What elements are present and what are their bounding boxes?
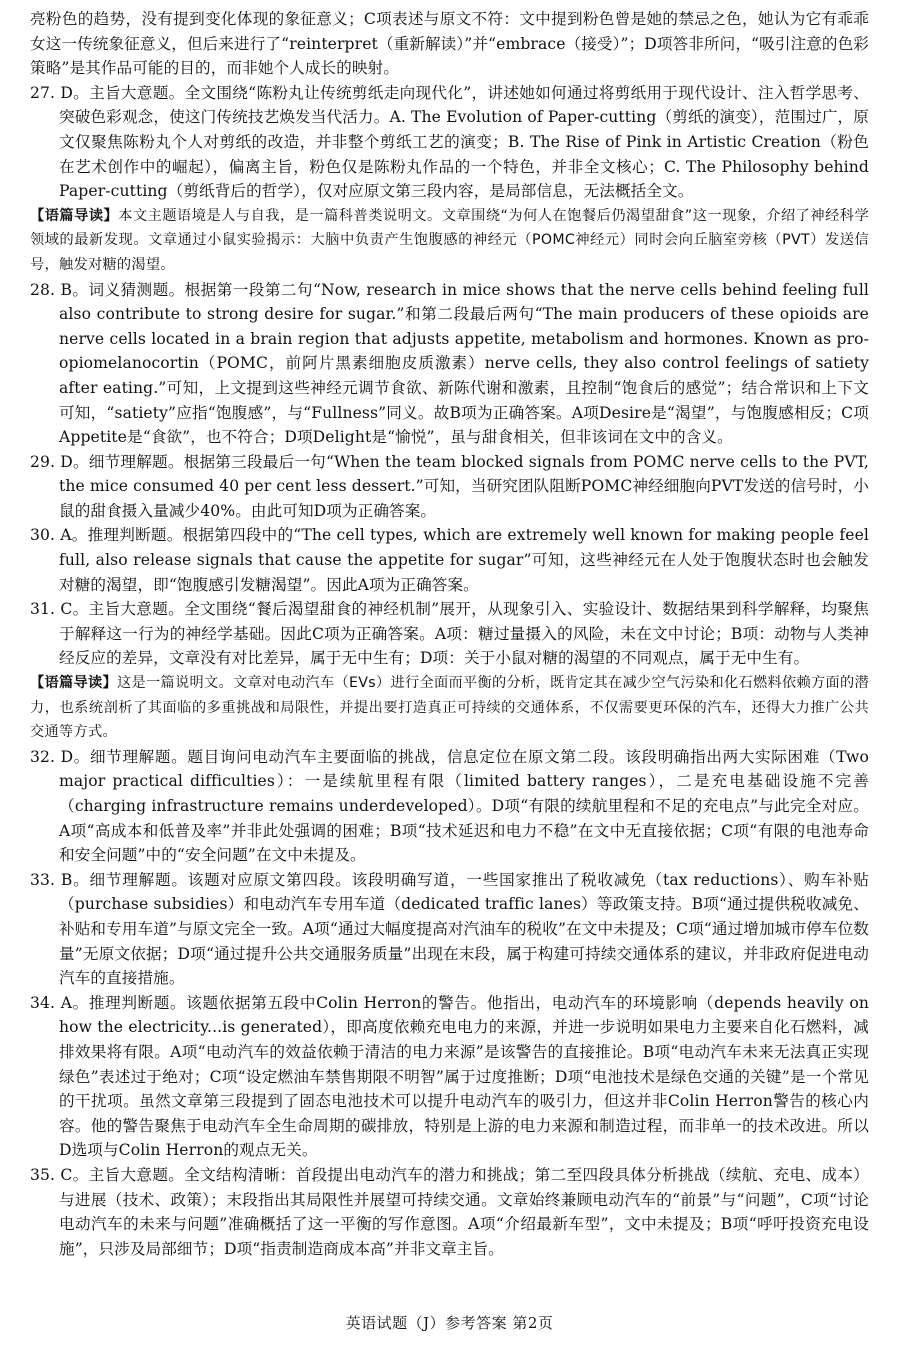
answer-29: 29. D。细节理解题。根据第三段最后一句“When the team blocked signals from POMC nerve cells to the PVT, the mice consumed 40 per cent less dessert.”可知，当研究团队阻断POMC神经细胞向PVT发送的信号时，小鼠的甜食摄入量减少40%。由此可知D项为正确答案。 [30,452,869,520]
guide-text: 这是一篇说明文。文章对电动汽车（EVs）进行全面而平衡的分析，既肯定其在减少空气污染和化石燃料依赖方面的潜力，也系统剖析了其面临的多重挑战和局限性，并提出要打造真正可持续的交通体系，不仅需要更环保的汽车，还得大力推广公共交通等方式。 [30,675,869,741]
guide-tag: 【语篇导读】 [30,207,119,224]
guide-tag: 【语篇导读】 [30,675,118,692]
page-footer: 英语试题（J）参考答案 第2页 [345,1314,554,1332]
answer-32: 32. D。细节理解题。题目询问电动汽车主要面临的挑战，信息定位在原文第二段。该段明确指出两大实际困难（Two major practical difficulties）：一是续航里程有限（limited battery ranges），二是充电基础设施不完善（charging infrastructure remains underdeveloped）。D项“有限的续航里程和不足的充电点”与此完全对应。A项“高成本和低普及率”并非此处强调的困难；B项“技术延迟和电力不稳”在文中无直接依据；C项“有限的电池寿命和安全问题”中的“安全问题”在文中未提及。 [30,747,869,865]
answer-35: 35. C。主旨大意题。全文结构清晰：首段提出电动汽车的潜力和挑战；第二至四段具体分析挑战（续航、充电、成本）与进展（技术、政策）；末段指出其局限性并展望可持续交通。文章始终兼顾电动汽车的“前景”与“问题”，C项“讨论电动汽车的未来与问题”准确概括了这一平衡的写作意图。A项“介绍最新车型”，文中未提及；B项“呼吁投资充电设施”，只涉及局部细节；D项“指责制造商成本高”并非文章主旨。 [30,1165,869,1258]
answer-31: 31. C。主旨大意题。全文围绕“餐后渴望甜食的神经机制”展开，从现象引入、实验设计、数据结果到科学解释，均聚焦于解释这一行为的神经学基础。因此C项为正确答案。A项：糖过量摄入的风险，未在文中讨论；B项：动物与人类神经反应的差异，文章没有对比差异，属于无中生有；D项：关于小鼠对糖的渴望的不同观点，属于无中生有。 [30,600,869,668]
continued-explanation: 亮粉色的趋势，没有提到变化体现的象征意义；C项表述与原文不符：文中提到粉色曾是她的禁忌之色，她认为它有乖乖女这一传统象征意义，但后来进行了“reinterpret（重新解读）”并“embrace（接受）”；D项答非所问，“吸引注意的色彩策略”是其作品可能的目的，而非她个人成长的映射。 [30,10,869,78]
passage-guide-2 [30,671,869,745]
answer-28: 28. B。词义猜测题。根据第一段第二句“Now, research in mice shows that the nerve cells behind feeling full also contribute to strong desire for sugar.”和第二段最后两句“The main producers of these opioids are nerve cells located in a brain region that adjusts appetite, metabolism and hormones. Known as pro-opiomelanocortin（POMC，前阿片黑素细胞皮质激素）nerve cells, they also control feelings of satiety after eating.”可知，上文提到这些神经元调节食欲、新陈代谢和激素，且控制“饱食后的感觉”；结合常识和上下文可知，“satiety”应指“饱腹感”，与“Fullness”同义。故B项为正确答案。A项Desire是“渴望”，与饱腹感相反；C项Appetite是“食欲”，也不符合；D项Delight是“愉悦”，虽与甜食相关，但非该词在文中的含义。 [30,280,869,447]
passage-guide-1 [30,204,869,278]
answer-34: 34. A。推理判断题。该题依据第五段中Colin Herron的警告。他指出，电动汽车的环境影响（depends heavily on how the electricity...is generated），即高度依赖充电电力的来源，并进一步说明如果电力主要来自化石燃料，减排效果将有限。A项“电动汽车的效益依赖于清洁的电力来源”是该警告的直接推论。B项“电动汽车未来无法真正实现绿色”表述过于绝对；C项“设定燃油车禁售期限不明智”属于过度推断；D项“电池技术是绿色交通的关键”是一个常见的干扰项。虽然文章第三段提到了固态电池技术可以提升电动汽车的吸引力，但这并非Colin Herron警告的核心内容。他的警告聚焦于电动汽车全生命周期的碳排放，特别是上游的电力来源和制造过程，而非单一的技术改进。所以D选项与Colin Herron的观点无关。 [30,993,869,1160]
answer-33: 33. B。细节理解题。该题对应原文第四段。该段明确写道，一些国家推出了税收减免（tax reductions）、购车补贴（purchase subsidies）和电动汽车专用车道（dedicated traffic lanes）等政策支持。B项“通过提供税收减免、补贴和专用车道”与原文完全一致。A项“通过大幅度提高对汽油车的税收”在文中未提及；C项“通过增加城市停车位数量”无原文依据；D项“通过提升公共交通服务质量”出现在末段，属于构建可持续交通体系的建议，并非政府促进电动汽车的直接措施。 [30,870,869,988]
answer-27: 27. D。主旨大意题。全文围绕“陈粉丸让传统剪纸走向现代化”，讲述她如何通过将剪纸用于现代设计、注入哲学思考、突破色彩观念，使这门传统技艺焕发当代活力。A. The Evolution of Paper-cutting（剪纸的演变），范围过广，原文仅聚焦陈粉丸个人对剪纸的改造，并非整个剪纸工艺的演变；B. The Rise of Pink in Artistic Creation（粉色在艺术创作中的崛起），偏离主旨，粉色仅是陈粉丸作品的一个特色，并非全文核心；C. The Philosophy behind Paper-cutting（剪纸背后的哲学），仅对应原文第三段内容，是局部信息，无法概括全文。 [30,83,869,201]
answer-30: 30. A。推理判断题。根据第四段中的“The cell types, which are extremely well known for making people feel full, also release signals that cause the appetite for sugar”可知，这些神经元在人处于饱腹状态时也会触发对糖的渴望，即“饱腹感引发糖渴望”。因此A项为正确答案。 [30,526,869,594]
guide-text: 本文主题语境是人与自我，是一篇科普类说明文。文章围绕“为何人在饱餐后仍渴望甜食”这一现象，介绍了神经科学领域的最新发现。文章通过小鼠实验揭示：大脑中负责产生饱腹感的神经元（POMC神经元）同时会向丘脑室旁核（PVT）发送信号，触发对糖的渴望。 [30,207,869,273]
